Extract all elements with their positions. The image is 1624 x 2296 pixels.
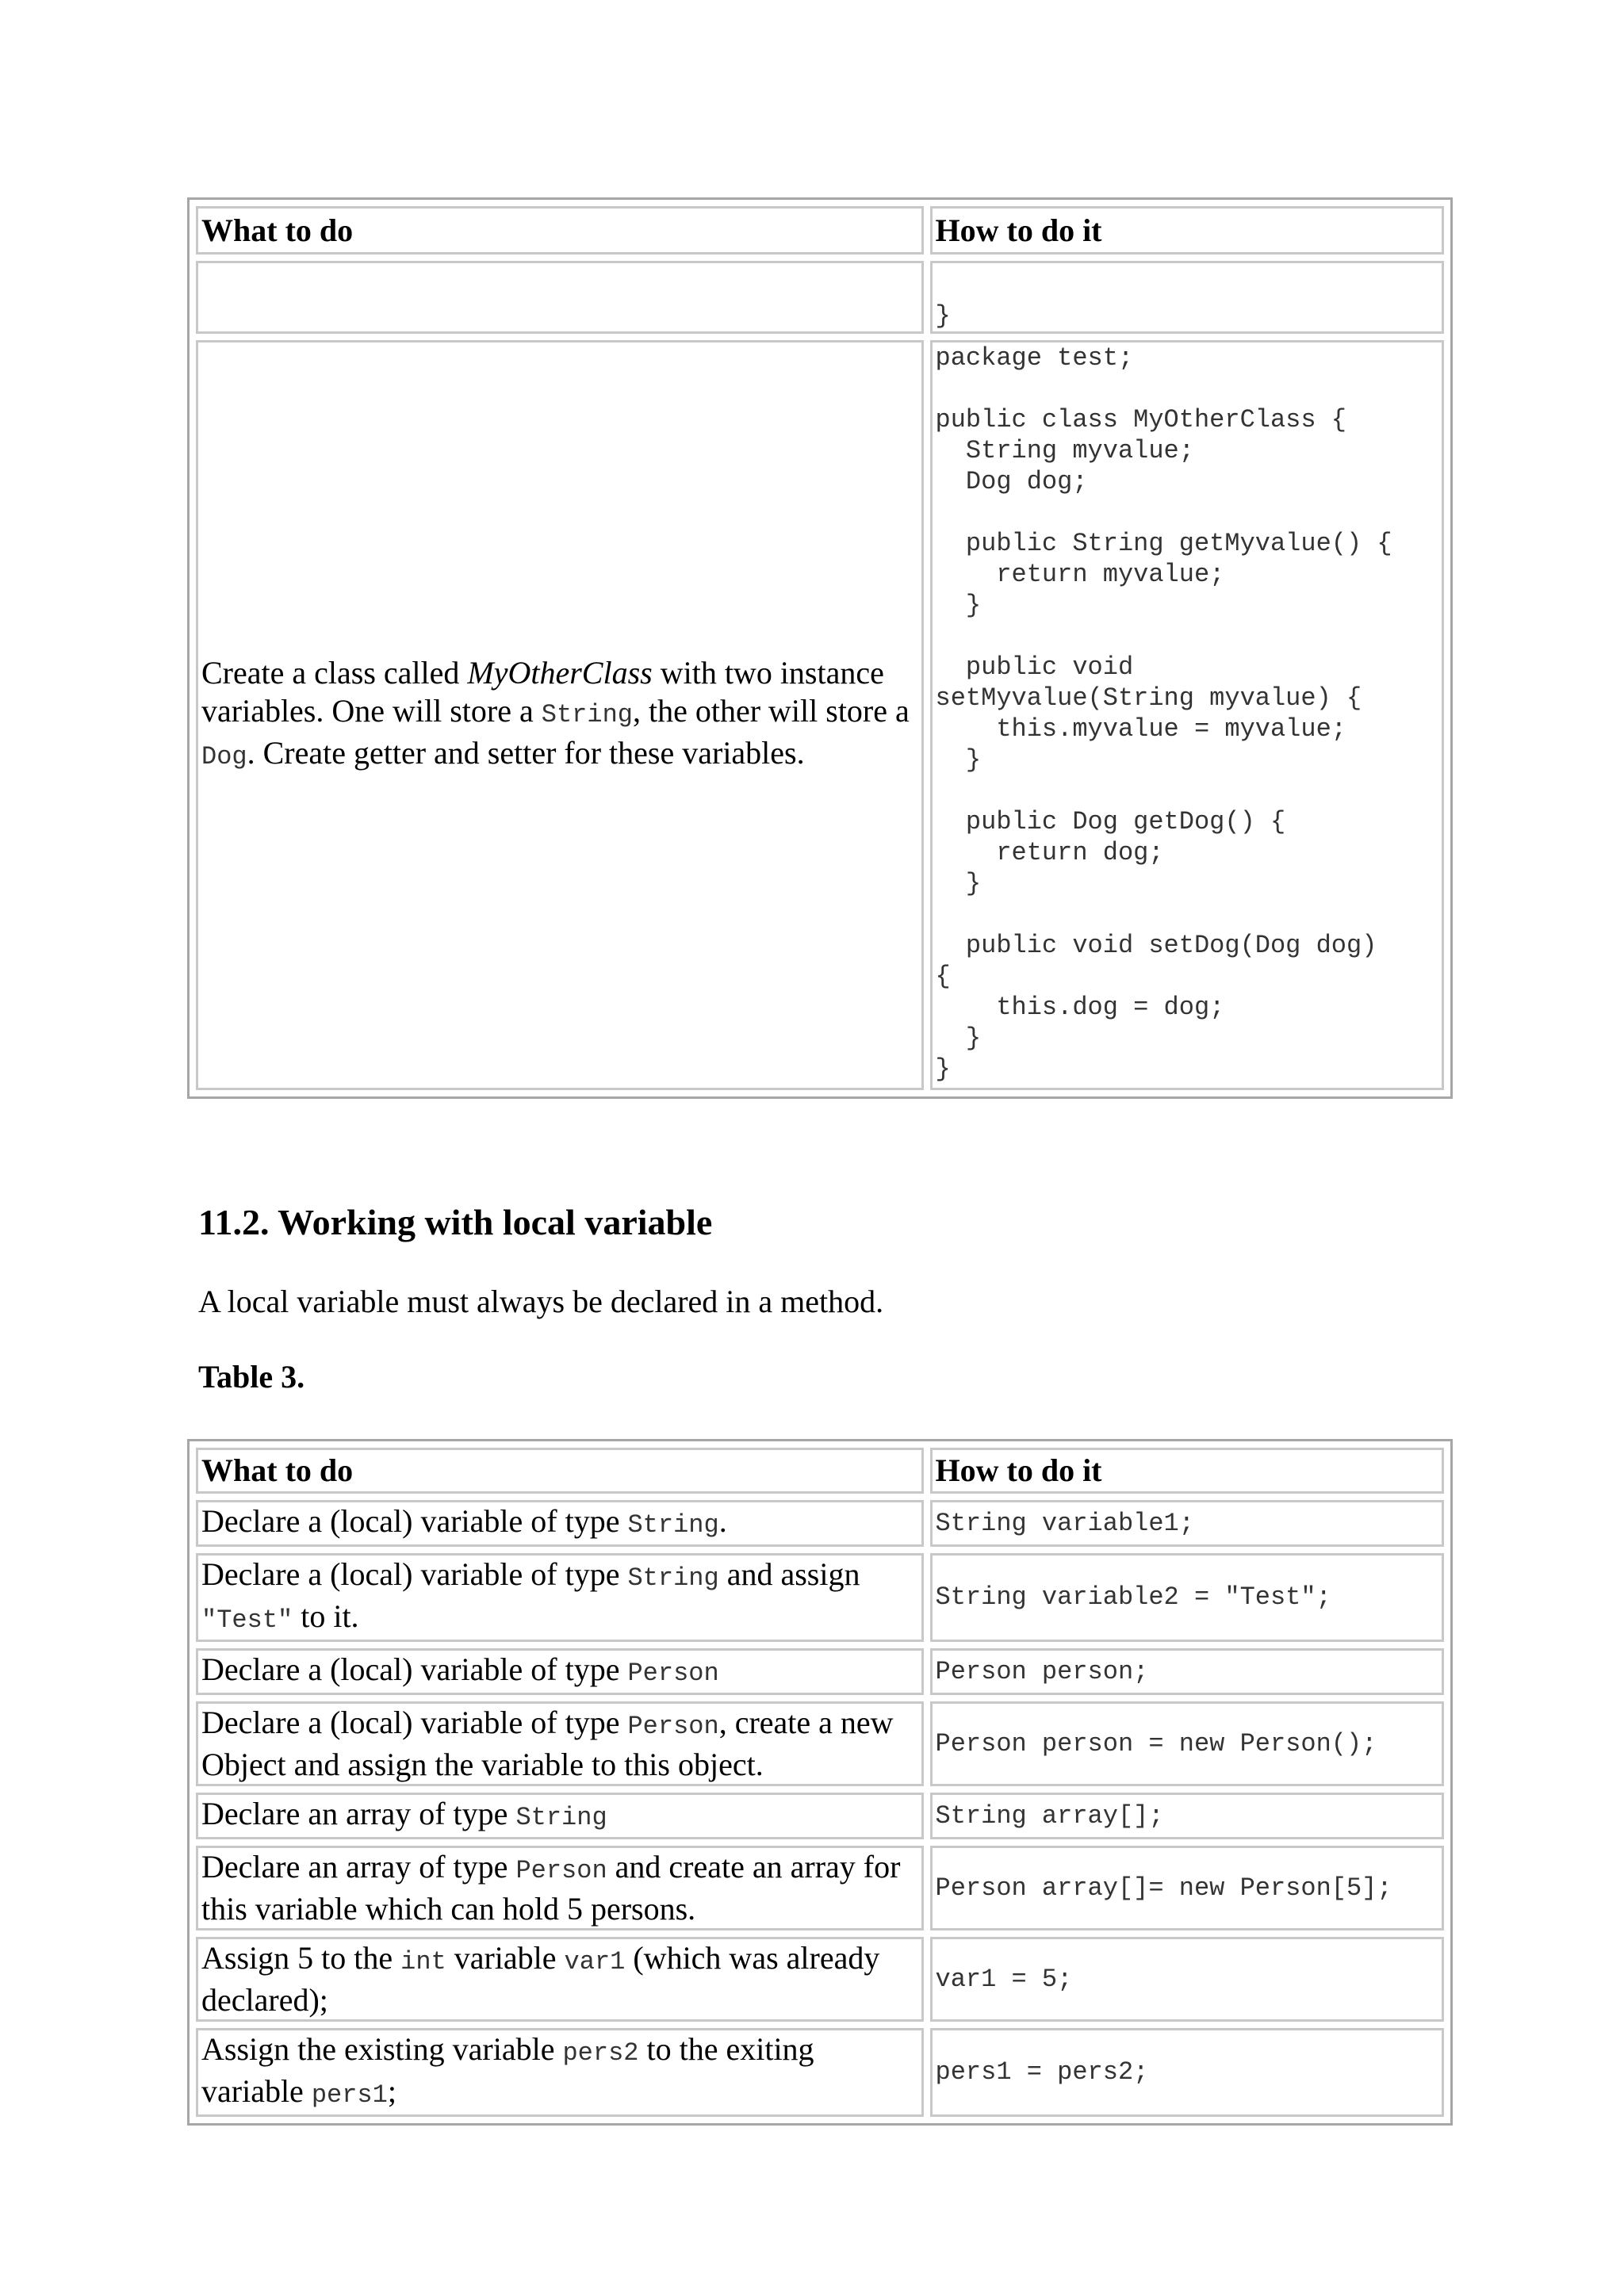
what-text: Declare a (local) variable of type — [201, 1705, 628, 1740]
what-cell — [196, 1793, 924, 1839]
what-cell — [196, 1500, 924, 1547]
description-text: with two instance variables. One will store a — [201, 655, 884, 729]
table-header-row — [196, 1448, 1444, 1494]
header-how-to-do-it: How to do it — [930, 206, 1445, 254]
how-cell: pers1 = pers2; — [930, 2028, 1445, 2117]
closing-brace-code: } — [935, 301, 951, 331]
table-row — [196, 1793, 1444, 1839]
table-caption: Table 3. — [198, 1359, 305, 1395]
class-code-listing: package test; public class MyOtherClass { String myvalue; Dog dog; public String getMyvalue() { return myvalue; } public void setMyvalue(String myvalue) { this.myvalue = myvalue; } public Dog getDog() { return dog; } public void setDog(Dog dog) { this.dog = dog; } } — [935, 343, 1392, 1084]
description-text: , the other will store a — [632, 693, 910, 729]
what-text: variable — [446, 1940, 565, 1976]
class-name-text: MyOtherClass — [467, 655, 653, 691]
inline-code: "Test" — [201, 1605, 293, 1635]
what-text: and create an array for this variable which can hold 5 persons. — [201, 1849, 901, 1927]
description-text: . Create getter and setter for these variables. — [247, 735, 805, 771]
inline-code: String — [627, 1563, 719, 1593]
what-text: to it. — [293, 1598, 359, 1634]
how-cell: var1 = 5; — [930, 1937, 1445, 2022]
code-cell — [930, 261, 1445, 334]
what-cell — [196, 1701, 924, 1786]
inline-code: pers1 — [311, 2080, 388, 2110]
what-text: Declare an array of type — [201, 1796, 516, 1831]
description-text: Create a class called — [201, 655, 468, 691]
inline-code: Person — [627, 1712, 719, 1741]
what-text: . — [718, 1503, 727, 1539]
what-text: ; — [387, 2073, 396, 2109]
inline-code: pers2 — [562, 2038, 639, 2068]
local-variable-table — [187, 1439, 1453, 2126]
section-paragraph: A local variable must always be declared in a method. — [198, 1284, 884, 1319]
how-cell: Person array[]= new Person[5]; — [930, 1846, 1445, 1931]
how-cell: String variable1; — [930, 1500, 1445, 1547]
table-row — [196, 1846, 1444, 1931]
inline-code: Person — [627, 1659, 719, 1688]
inline-code: Person — [515, 1856, 607, 1885]
inline-code: int — [400, 1947, 446, 1976]
what-text: to the exiting variable — [201, 2031, 814, 2109]
how-cell: String array[]; — [930, 1793, 1445, 1839]
how-cell: String variable2 = "Test"; — [930, 1553, 1445, 1642]
what-text: Assign the existing variable — [201, 2031, 563, 2067]
table-row — [196, 1553, 1444, 1642]
what-cell — [196, 2028, 924, 2117]
what-text: Assign 5 to the — [201, 1940, 401, 1976]
table-row — [196, 1648, 1444, 1695]
how-cell: Person person; — [930, 1648, 1445, 1695]
header-how-to-do-it: How to do it — [930, 1448, 1445, 1494]
table-header-row — [196, 206, 1444, 254]
inline-code: var1 — [564, 1947, 626, 1976]
inline-code: String — [541, 700, 633, 729]
what-text: Declare a (local) variable of type — [201, 1503, 628, 1539]
table-row — [196, 1500, 1444, 1547]
what-cell — [196, 1648, 924, 1695]
table-row — [196, 2028, 1444, 2117]
what-cell — [196, 1553, 924, 1642]
class-example-table — [187, 197, 1453, 1099]
table-row — [196, 340, 1444, 1090]
code-cell — [930, 340, 1445, 1090]
what-text: and assign — [718, 1556, 860, 1592]
table-row — [196, 261, 1444, 334]
empty-cell — [196, 261, 924, 334]
what-text: (which was already declared); — [201, 1940, 880, 2018]
section-title: 11.2. Working with local variable — [198, 1202, 713, 1242]
inline-code: String — [627, 1510, 719, 1540]
description-cell — [196, 340, 924, 1090]
what-text: , create a new Object and assign the variable to this object. — [201, 1705, 894, 1782]
how-cell: Person person = new Person(); — [930, 1701, 1445, 1786]
what-cell — [196, 1846, 924, 1931]
inline-code: Dog — [201, 742, 247, 771]
inline-code: String — [515, 1803, 607, 1832]
table-row — [196, 1701, 1444, 1786]
what-text: Declare an array of type — [201, 1849, 516, 1885]
header-what-to-do: What to do — [196, 206, 924, 254]
what-cell — [196, 1937, 924, 2022]
what-text: Declare a (local) variable of type — [201, 1556, 628, 1592]
table-row — [196, 1937, 1444, 2022]
what-text: Declare a (local) variable of type — [201, 1651, 628, 1687]
header-what-to-do: What to do — [196, 1448, 924, 1494]
